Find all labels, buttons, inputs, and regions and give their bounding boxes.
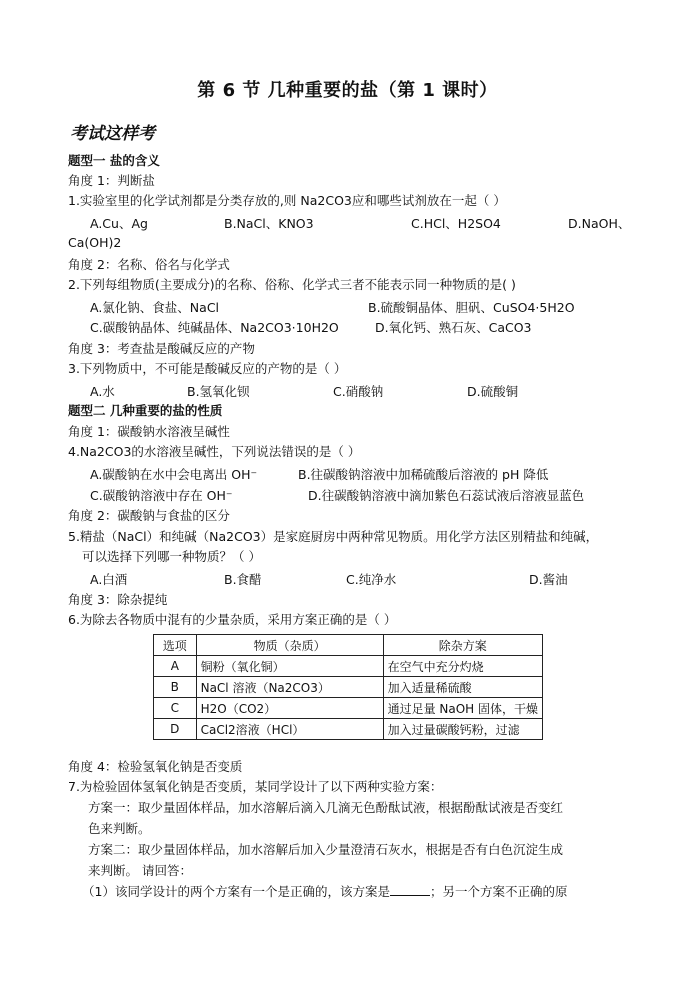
table-cell: NaCl 溶液（Na2CO3） xyxy=(196,677,383,698)
q3-option-d: D.硫酸铜 xyxy=(467,384,519,399)
angle-2-1: 角度 1：碳酸钠水溶液呈碱性 xyxy=(68,424,230,439)
table-header: 物质（杂质） xyxy=(196,635,383,656)
sub-question-1-pre: （1）该同学设计的两个方案有一个是正确的，该方案是 xyxy=(82,884,390,899)
table-cell: CaCl2溶液（HCl） xyxy=(196,719,383,740)
q4-option-a: A.碳酸钠在水中会电离出 OH⁻ xyxy=(90,467,258,482)
table-row xyxy=(154,656,543,677)
q3-option-a: A.水 xyxy=(90,384,115,399)
q3-option-b: B.氢氧化钡 xyxy=(187,384,250,399)
table-header: 除杂方案 xyxy=(383,635,542,656)
table-cell: 在空气中充分灼烧 xyxy=(383,656,542,677)
impurity-table xyxy=(153,634,543,740)
question-4: 4.Na2CO3的水溶液呈碱性，下列说法错误的是（ ） xyxy=(68,444,361,459)
q2-option-c: C.碳酸钠晶体、纯碱晶体、Na2CO3·10H2O xyxy=(90,320,339,335)
table-row xyxy=(154,677,543,698)
q4-option-b: B.往碳酸钠溶液中加稀硫酸后溶液的 pH 降低 xyxy=(298,467,549,482)
angle-1-1: 角度 1：判断盐 xyxy=(68,173,155,188)
question-5: 5.精盐（NaCl）和纯碱（Na2CO3）是家庭厨房中两种常见物质。用化学方法区别精盐和纯碱， xyxy=(68,529,599,544)
q1-option-c: C.HCl、H2SO4 xyxy=(411,216,501,231)
q5-option-b: B.食醋 xyxy=(224,572,262,587)
answer-blank xyxy=(390,883,430,896)
q1-option-d: D.NaOH、 xyxy=(568,216,631,231)
table-row xyxy=(154,719,543,740)
type2-label: 题型二 几种重要的盐的性质 xyxy=(68,403,223,418)
question-6: 6.为除去各物质中混有的少量杂质，采用方案正确的是（ ） xyxy=(68,612,397,627)
q2-option-b: B.硫酸铜晶体、胆矾、CuSO4·5H2O xyxy=(368,300,575,315)
table-cell: A xyxy=(154,656,197,677)
q5-option-a: A.白酒 xyxy=(90,572,128,587)
table-cell: 通过足量 NaOH 固体，干燥 xyxy=(383,698,542,719)
question-3: 3.下列物质中，不可能是酸碱反应的产物的是（ ） xyxy=(68,361,347,376)
table-cell: 加入适量稀硫酸 xyxy=(383,677,542,698)
table-cell: H2O（CO2） xyxy=(196,698,383,719)
plan-1-line-2: 色来判断。 xyxy=(88,821,151,836)
q1-option-a: A.Cu、Ag xyxy=(90,216,148,231)
q1-option-d-cont: Ca(OH)2 xyxy=(68,235,122,250)
table-cell: C xyxy=(154,698,197,719)
table-cell: D xyxy=(154,719,197,740)
sub-question-1-post: ；另一个方案不正确的原 xyxy=(429,884,568,899)
q4-option-c: C.碳酸钠溶液中存在 OH⁻ xyxy=(90,488,233,503)
plan-2-line-1: 方案二：取少量固体样品，加水溶解后加入少量澄清石灰水，根据是否有白色沉淀生成 xyxy=(88,842,564,857)
question-2: 2.下列每组物质(主要成分)的名称、俗称、化学式三者不能表示同一种物质的是( ) xyxy=(68,277,516,292)
plan-1-line-1: 方案一：取少量固体样品，加水溶解后滴入几滴无色酚酞试液，根据酚酞试液是否变红 xyxy=(88,800,564,815)
question-1: 1.实验室里的化学试剂都是分类存放的,则 Na2CO3应和哪些试剂放在一起（ ） xyxy=(68,193,506,208)
q1-option-b: B.NaCl、KNO3 xyxy=(224,216,314,231)
angle-1-3: 角度 3：考查盐是酸碱反应的产物 xyxy=(68,341,255,356)
table-header-row xyxy=(154,635,543,656)
angle-2-4: 角度 4：检验氢氧化钠是否变质 xyxy=(68,759,243,774)
table-cell: 铜粉（氧化铜） xyxy=(196,656,383,677)
table-cell: B xyxy=(154,677,197,698)
plan-2-line-2: 来判断。 请回答： xyxy=(88,863,192,878)
q2-option-a: A.氯化钠、食盐、NaCl xyxy=(90,300,220,315)
page-title: 第 6 节 几种重要的盐（第 1 课时） xyxy=(197,80,498,101)
table-cell: 加入过量碳酸钙粉，过滤 xyxy=(383,719,542,740)
table-header: 选项 xyxy=(154,635,197,656)
q5-option-d: D.酱油 xyxy=(529,572,568,587)
section-heading: 考试这样考 xyxy=(70,124,155,144)
q5-option-c: C.纯净水 xyxy=(346,572,397,587)
question-7: 7.为检验固体氢氧化钠是否变质，某同学设计了以下两种实验方案： xyxy=(68,779,443,794)
sub-question-1 xyxy=(82,883,567,901)
question-5-cont: 可以选择下列哪一种物质？（ ） xyxy=(82,549,261,564)
angle-2-2: 角度 2：碳酸钠与食盐的区分 xyxy=(68,508,230,523)
q2-option-d: D.氧化钙、熟石灰、CaCO3 xyxy=(375,320,532,335)
type1-label: 题型一 盐的含义 xyxy=(68,153,160,168)
q4-option-d: D.往碳酸钠溶液中滴加紫色石蕊试液后溶液显蓝色 xyxy=(308,488,585,503)
table-row xyxy=(154,698,543,719)
angle-2-3: 角度 3：除杂提纯 xyxy=(68,592,168,607)
angle-1-2: 角度 2：名称、俗名与化学式 xyxy=(68,257,230,272)
q3-option-c: C.硝酸钠 xyxy=(333,384,384,399)
